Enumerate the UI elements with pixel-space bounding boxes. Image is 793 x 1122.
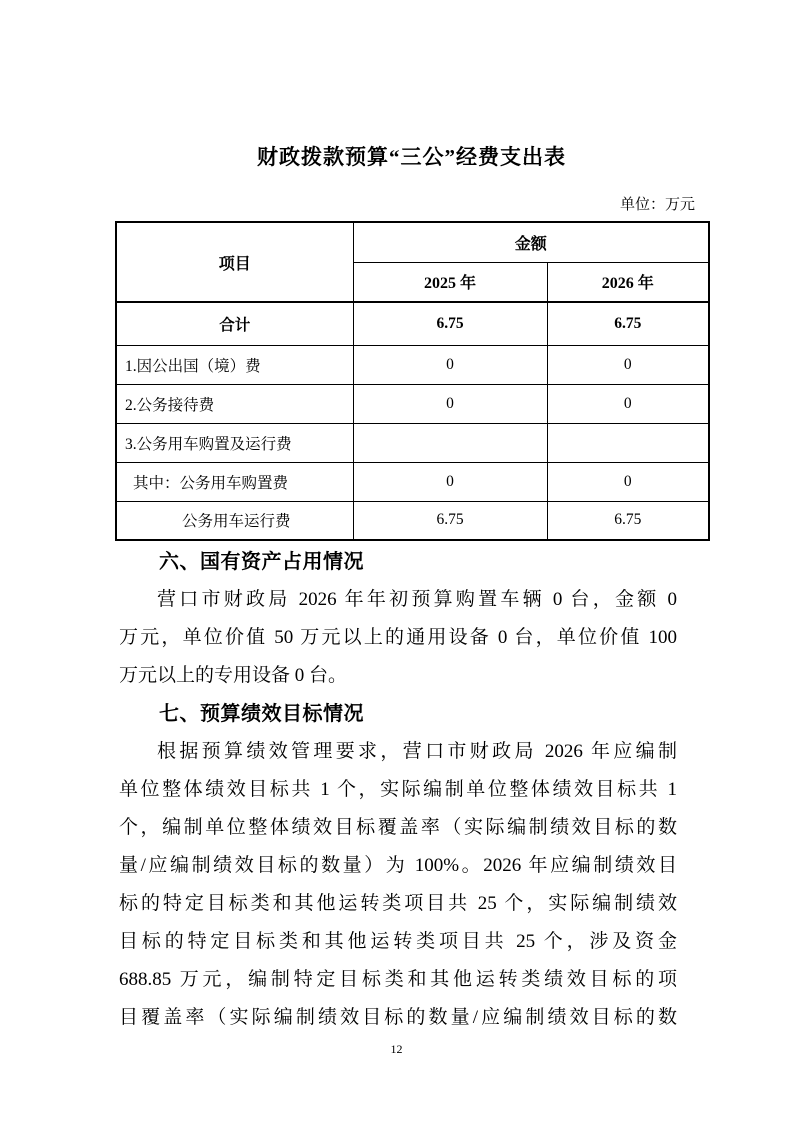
row-value: 6.75	[547, 501, 709, 540]
row-value: 0	[353, 345, 547, 384]
section-performance-targets	[119, 695, 677, 1037]
text-line: 营口市财政局 2026 年年初预算购置车辆 0 台，金额 0	[157, 589, 677, 610]
row-value	[547, 423, 709, 462]
table-row	[116, 423, 709, 462]
table-row	[116, 384, 709, 423]
page-number: 12	[390, 1042, 403, 1056]
row-value: 0	[547, 462, 709, 501]
row-label: 1.因公出国（境）费	[116, 345, 353, 384]
page-title: 财政拨款预算“三公”经费支出表	[257, 145, 566, 169]
row-label: 公务用车运行费	[116, 501, 353, 540]
three-public-expense-table	[115, 221, 710, 541]
row-value: 0	[353, 462, 547, 501]
text-line: 688.85 万元，编制特定目标类和其他运转类绩效目标的项	[119, 969, 677, 990]
section-heading: 七、预算绩效目标情况	[159, 703, 364, 725]
section-paragraph	[119, 581, 677, 695]
unit-label: 单位：万元	[619, 197, 695, 213]
row-label: 3.公务用车购置及运行费	[116, 423, 353, 462]
text-line: 量/应编制绩效目标的数量）为 100%。2026 年应编制绩效目	[119, 855, 677, 876]
row-value	[353, 423, 547, 462]
row-label: 其中：公务用车购置费	[116, 462, 353, 501]
row-label: 合计	[116, 302, 353, 345]
text-line: 标的特定目标类和其他运转类项目共 25 个，实际编制绩效	[119, 893, 677, 914]
text-line: 万元，单位价值 50 万元以上的通用设备 0 台，单位价值 100	[119, 627, 677, 648]
section-heading: 六、国有资产占用情况	[159, 551, 364, 573]
row-value: 6.75	[353, 501, 547, 540]
text-line: 万元以上的专用设备 0 台。	[119, 665, 348, 686]
table-row	[116, 302, 709, 345]
table-row	[116, 345, 709, 384]
col-header-year-2026: 2026 年	[547, 262, 709, 302]
col-header-amount: 金额	[353, 222, 709, 262]
row-value: 0	[547, 384, 709, 423]
text-line: 单位整体绩效目标共 1 个，实际编制单位整体绩效目标共 1	[119, 779, 677, 800]
text-line: 目覆盖率（实际编制绩效目标的数量/应编制绩效目标的数	[119, 1007, 677, 1028]
table-row	[116, 462, 709, 501]
row-value: 0	[353, 384, 547, 423]
table-row	[116, 501, 709, 540]
col-header-year-2025: 2025 年	[353, 262, 547, 302]
expense-table-body	[116, 302, 709, 540]
table-block	[115, 195, 708, 541]
text-line: 目标的特定目标类和其他运转类项目共 25 个，涉及资金	[119, 931, 677, 952]
row-value: 0	[547, 345, 709, 384]
row-value: 6.75	[353, 302, 547, 345]
text-line: 个，编制单位整体绩效目标覆盖率（实际编制绩效目标的数	[119, 817, 677, 838]
section-paragraph	[119, 733, 677, 1037]
body-text	[119, 543, 677, 1037]
row-value: 6.75	[547, 302, 709, 345]
section-state-assets	[119, 543, 677, 695]
row-label: 2.公务接待费	[116, 384, 353, 423]
table-header-row-1	[116, 222, 709, 262]
col-header-item: 项目	[116, 222, 353, 302]
text-line: 根据预算绩效管理要求，营口市财政局 2026 年应编制	[157, 741, 677, 762]
